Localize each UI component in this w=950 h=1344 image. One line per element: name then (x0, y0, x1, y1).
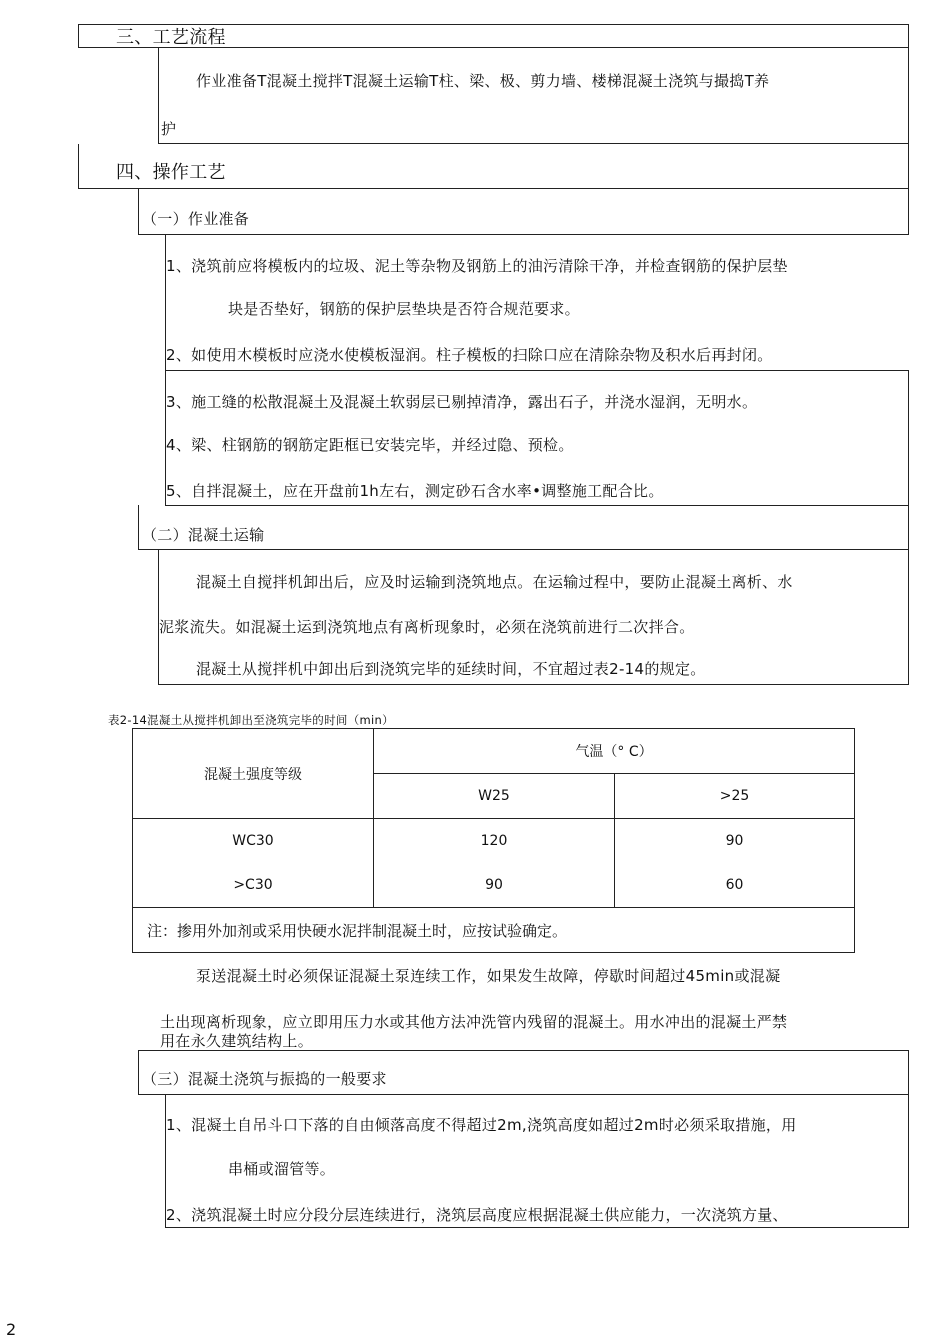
sub3-heading: （三）混凝土浇筑与振捣的一般要求 (142, 1070, 387, 1088)
section4-heading: 四、操作工艺 (116, 162, 226, 183)
sub1-heading-box (138, 189, 909, 235)
sub1-heading: （一）作业准备 (142, 210, 250, 228)
pour-item-2: 2、浇筑混凝土时应分段分层连续进行，浇筑层高度应根据混凝土供应能力，一次浇筑方量、 (166, 1206, 788, 1224)
prep-item-4: 4、梁、柱钢筋的钢筋定距框已安装完毕，并经过隐、预检。 (166, 436, 574, 454)
section3-flow-box (158, 48, 909, 144)
header-temperature: 气温（° C） (374, 729, 855, 774)
header-strength-grade: 混凝土强度等级 (133, 729, 374, 819)
transport-para-1-line-2: 泥浆流失。如混凝土运到浇筑地点有离析现象时，必须在浇筑前进行二次拌合。 (159, 618, 695, 636)
pour-item-1-line-1: 1、混凝土自吊斗口下落的自由倾落高度不得超过2m,浇筑高度如超过2m时必须采取措施，用 (166, 1116, 797, 1134)
prep-item-5: 5、自拌混凝土，应在开盘前1h左右，测定砂石含水率•调整施工配合比。 (166, 482, 664, 500)
row-grade: >C30 (133, 864, 374, 908)
header-temp-low: W25 (374, 774, 615, 819)
prep-item-3: 3、施工缝的松散混凝土及混凝土软弱层已剔掉清净，露出石子，并浇水湿润，无明水。 (166, 393, 758, 411)
row-time-low: 120 (374, 819, 615, 864)
sub2-heading: （二）混凝土运输 (142, 526, 265, 544)
flow-line-2: 护 (161, 120, 177, 138)
row-time-high: 60 (615, 864, 855, 908)
pump-para-line-2: 土出现离析现象，应立即用压力水或其他方法冲洗管内残留的混凝土。用水冲出的混凝土严禁 (160, 1013, 788, 1031)
row-time-low: 90 (374, 864, 615, 908)
pump-para-line-1: 泵送混凝土时必须保证混凝土泵连续工作，如果发生故障，停歇时间超过45min或混凝 (196, 967, 781, 985)
pump-para-line-3: 用在永久建筑结构上。 (160, 1032, 314, 1050)
header-temp-high: >25 (615, 774, 855, 819)
row-grade: WC30 (133, 819, 374, 864)
transport-para-2: 混凝土从搅拌机中卸出后到浇筑完毕的延续时间，不宜超过表2-14的规定。 (196, 660, 706, 678)
section3-heading: 三、工艺流程 (116, 27, 226, 48)
table-row (133, 864, 855, 908)
transport-para-1-line-1: 混凝土自搅拌机卸出后，应及时运输到浇筑地点。在运输过程中，要防止混凝土离析、水 (196, 573, 793, 591)
table-note: 注：掺用外加剂或采用快硬水泥拌制混凝土时，应按试验确定。 (133, 908, 855, 953)
prep-item-1-line-2: 块是否垫好，钢筋的保护层垫块是否符合规范要求。 (228, 300, 580, 318)
row-time-high: 90 (615, 819, 855, 864)
table-row (133, 819, 855, 864)
prep-item-1-line-1: 1、浇筑前应将模板内的垃圾、泥土等杂物及钢筋上的油污清除干净，并检查钢筋的保护层垫 (166, 257, 788, 275)
mixing-time-table (132, 728, 855, 953)
flow-line-1: 作业准备T混凝土搅拌T混凝土运输T柱、梁、极、剪力墙、楼梯混凝土浇筑与撮捣T养 (196, 72, 770, 90)
page-number: 2 (6, 1320, 17, 1339)
table-caption: 表2-14混凝土从搅拌机卸出至浇筑完毕的时间（min） (108, 713, 394, 727)
prep-item-2: 2、如使用木模板时应浇水使模板湿润。柱子模板的扫除口应在清除杂物及积水后再封闭。 (166, 346, 773, 364)
pour-item-1-line-2: 串桶或溜管等。 (228, 1160, 336, 1178)
